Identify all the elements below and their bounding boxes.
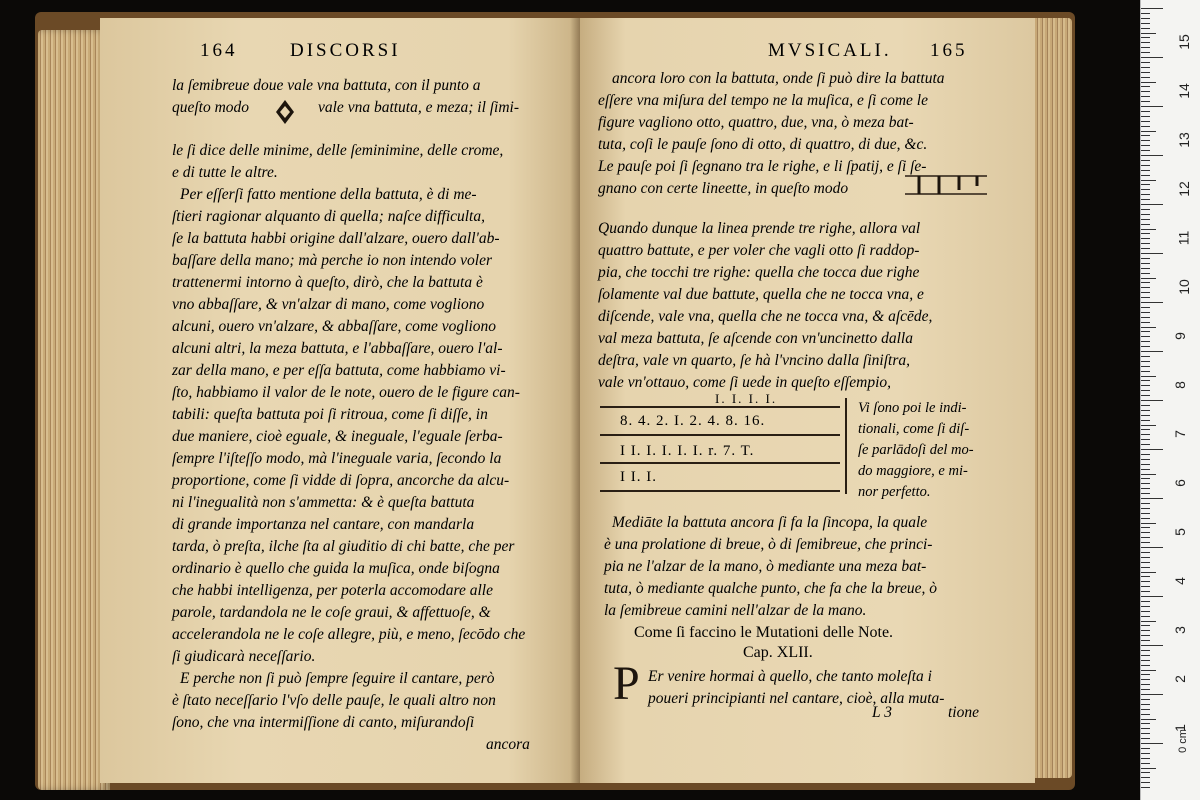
ruler-tick [1141, 523, 1156, 524]
ruler-tick [1141, 699, 1150, 700]
left-line-8: ſe la battuta habbi origine dall'alzare, ouero dall'ab- [172, 230, 500, 247]
ruler-tick [1141, 532, 1150, 533]
ruler-tick [1141, 111, 1150, 112]
ruler-tick [1141, 121, 1150, 122]
ruler-tick [1141, 709, 1150, 710]
left-line-18: ſempre l'iſteſſo modo, mà l'ineguale varia, ſecondo la [172, 450, 502, 467]
ruler-tick [1141, 444, 1150, 445]
ruler-tick [1141, 562, 1150, 563]
ruler-tick [1141, 469, 1150, 470]
ruler-tick [1141, 322, 1150, 323]
ruler-tick [1141, 86, 1150, 87]
ruler-tick [1141, 777, 1150, 778]
ruler-tick [1141, 23, 1150, 24]
ruler-tick [1141, 630, 1150, 631]
ruler-tick [1141, 513, 1150, 514]
ruler-tick [1141, 689, 1150, 690]
left-line-5: e di tutte le altre. [172, 164, 278, 181]
ruler-num-10: 10 [1175, 279, 1192, 295]
chapter-line-1: Er venire hormai à quello, che tanto moleſta i [648, 668, 932, 685]
ruler-num-4: 4 [1171, 577, 1188, 585]
ruler-tick [1141, 758, 1150, 759]
ruler-num-14: 14 [1175, 83, 1192, 99]
rest-signs-illustration [905, 172, 987, 198]
ruler-tick [1141, 42, 1150, 43]
ruler-tick [1141, 233, 1150, 234]
ruler-tick [1141, 572, 1156, 573]
ruler-num-2: 2 [1171, 675, 1188, 683]
ruler-tick [1141, 165, 1150, 166]
ruler-tick [1141, 586, 1150, 587]
ruler-tick [1141, 674, 1150, 675]
ruler-num-12: 12 [1175, 181, 1192, 197]
left-line-6: Per eſſerſi fatto mentione della battuta, è di me- [180, 186, 477, 203]
ruler-tick [1141, 567, 1150, 568]
ruler-num-6: 6 [1171, 479, 1188, 487]
ruler-tick [1141, 380, 1150, 381]
ruler-tick [1141, 694, 1163, 695]
left-line-19: proportione, come ſi vidde di ſopra, ancorche da alcu- [172, 472, 510, 489]
ruler-tick [1141, 204, 1163, 205]
ruler-tick [1141, 547, 1163, 548]
ruler-tick [1141, 28, 1150, 29]
ruler-tick [1141, 704, 1150, 705]
right-line-5: Le pauſe poi ſi ſegnano tra le righe, e li ſpatij, e ſi ſe- [598, 158, 927, 175]
ruler-tick [1141, 429, 1150, 430]
ruler-tick [1141, 537, 1150, 538]
ruler-tick [1141, 361, 1150, 362]
right-page-number: 165 [930, 40, 968, 61]
right-line-4: tuta, coſi le pauſe ſono di otto, di quattro, di due, &c. [598, 136, 928, 153]
ruler-num-8: 8 [1171, 381, 1188, 389]
left-page-number: 164 [200, 40, 238, 61]
ruler-tick [1141, 331, 1150, 332]
ruler-tick [1141, 258, 1150, 259]
left-line-7: ſtieri ragionar alquanto di quella; naſce difficulta, [172, 208, 485, 225]
ruler-tick [1141, 601, 1150, 602]
ruler-tick [1141, 474, 1156, 475]
right-line-7: Quando dunque la linea prende tre righe, allora val [598, 220, 921, 237]
ruler-tick [1141, 719, 1156, 720]
side-note-3: ſe parlādoſi del mo- [858, 442, 974, 458]
side-note-5: nor perfetto. [858, 484, 931, 500]
ruler-tick [1141, 150, 1150, 151]
ruler-tick [1141, 606, 1150, 607]
ruler-tick [1141, 140, 1150, 141]
ruler-tick [1141, 366, 1150, 367]
ruler-tick [1141, 307, 1150, 308]
semibreve-dotted-note-icon [274, 98, 296, 126]
ruler-tick [1141, 263, 1150, 264]
side-note-1: Vi ſono poi le indi- [858, 400, 967, 416]
ruler-unit-label: 0 cm [1176, 729, 1189, 753]
ruler-tick [1141, 131, 1156, 132]
right-line-1: ancora loro con la battuta, onde ſi può dire la battuta [612, 70, 945, 87]
side-note-4: do maggiore, e mi- [858, 463, 968, 479]
ruler-tick [1141, 82, 1156, 83]
ruler-tick [1141, 145, 1150, 146]
left-line-1: la ſemibreue doue vale vna battuta, con il punto a [172, 77, 481, 94]
ruler-tick [1141, 253, 1163, 254]
ruler-tick [1141, 268, 1150, 269]
ruler-tick [1141, 214, 1150, 215]
left-line-28: E perche non ſi può ſempre ſeguire il cantare, però [180, 670, 495, 687]
right-line-11: diſcende, vale vna, quella che ne tocca vna, & aſcēde, [598, 308, 933, 325]
ruler-tick [1141, 640, 1150, 641]
ruler-tick [1141, 8, 1163, 9]
example-top-marks: I. I. I. I. [715, 391, 778, 406]
ruler-tick [1141, 738, 1150, 739]
ruler-tick [1141, 199, 1150, 200]
example-rule-4 [600, 490, 840, 492]
ruler-tick [1141, 194, 1150, 195]
example-rule-2 [600, 434, 840, 436]
ruler-tick [1141, 67, 1150, 68]
ruler-tick [1141, 376, 1156, 377]
ruler-tick [1141, 47, 1150, 48]
ruler-tick [1141, 336, 1150, 337]
ruler-tick [1141, 493, 1150, 494]
ruler-num-11: 11 [1175, 230, 1192, 246]
ruler-tick [1141, 425, 1156, 426]
right-line-13: deſtra, vale vn quarto, ſe hà l'vncino dalla ſiniſtra, [598, 352, 910, 369]
ruler-tick [1141, 91, 1150, 92]
ruler-tick [1141, 621, 1156, 622]
ruler-tick [1141, 415, 1150, 416]
example-rule-1 [600, 406, 840, 408]
ruler-tick [1141, 126, 1150, 127]
ruler-tick [1141, 684, 1150, 685]
ruler-tick [1141, 278, 1156, 279]
left-line-3: vale vna battuta, e meza; il ſimi- [318, 99, 520, 116]
left-line-21: di grande importanza nel cantare, con mandarla [172, 516, 475, 533]
ruler-tick [1141, 576, 1150, 577]
ruler-tick [1141, 518, 1150, 519]
left-line-2: queſto modo [172, 99, 250, 116]
ruler-tick [1141, 616, 1150, 617]
right-running-head: MVSICALI. [768, 40, 892, 61]
ruler-tick [1141, 410, 1150, 411]
ruler-tick [1141, 116, 1150, 117]
ruler-tick [1141, 52, 1150, 53]
ruler-tick [1141, 292, 1150, 293]
ruler-tick [1141, 596, 1163, 597]
drop-cap: P [613, 657, 640, 710]
example-rule-3 [600, 462, 840, 464]
left-line-9: baſſare della mano; mà perche io non intendo voler [172, 252, 492, 269]
ruler-tick [1141, 488, 1150, 489]
ruler-num-13: 13 [1175, 132, 1192, 148]
ruler-tick [1141, 224, 1150, 225]
right-line-3: figure vagliono otto, quattro, due, vna, ò meza bat- [598, 114, 914, 131]
ruler-tick [1141, 33, 1156, 34]
ruler-num-3: 3 [1171, 626, 1188, 634]
left-line-14: zar della mano, e per eſſa battuta, come habbiamo vi- [172, 362, 506, 379]
ruler-tick [1141, 302, 1163, 303]
ruler-tick [1141, 650, 1150, 651]
ruler-tick [1141, 552, 1150, 553]
ruler-tick [1141, 625, 1150, 626]
ruler-tick [1141, 229, 1156, 230]
left-catchword: ancora [486, 736, 530, 753]
left-line-16: tabili: queſta battuta poi ſi ritroua, come ſi diſſe, in [172, 406, 488, 423]
ruler-tick [1141, 106, 1163, 107]
ruler-tick [1141, 503, 1150, 504]
ruler-tick [1141, 763, 1150, 764]
ruler-tick [1141, 96, 1150, 97]
ruler-tick [1141, 77, 1150, 78]
ruler-tick [1141, 665, 1150, 666]
ruler-tick [1141, 238, 1150, 239]
ruler-tick [1141, 748, 1150, 749]
ruler-tick [1141, 160, 1150, 161]
ruler-tick [1141, 542, 1150, 543]
ruler-tick [1141, 645, 1163, 646]
right-line-9: pia, che tocchi tre righe: quella che tocca due righe [598, 264, 920, 281]
right-p2-line-2: è una prolatione di breue, ò di ſemibreue, che princi- [604, 536, 933, 553]
ruler-tick [1141, 670, 1156, 671]
ruler-num-5: 5 [1171, 528, 1188, 536]
measurement-ruler [1140, 0, 1200, 800]
ruler-tick [1141, 768, 1156, 769]
ruler-tick [1141, 273, 1150, 274]
ruler-tick [1141, 581, 1150, 582]
ruler-tick [1141, 557, 1150, 558]
ruler-tick [1141, 72, 1150, 73]
left-line-29: è ſtato neceſſario l'vſo delle pauſe, le quali altro non [172, 692, 496, 709]
ruler-tick [1141, 714, 1150, 715]
ruler-tick [1141, 723, 1150, 724]
example-bottom: I I. I. [620, 469, 657, 485]
ruler-tick [1141, 371, 1150, 372]
left-line-27: ſi giudicarà neceſſario. [172, 648, 316, 665]
left-line-26: accelerandola ne le coſe allegre, più, e meno, ſecōdo che [172, 626, 526, 643]
side-note-2: tionali, come ſi diſ- [858, 421, 970, 437]
ruler-tick [1141, 508, 1150, 509]
chapter-number: Cap. XLII. [743, 644, 813, 661]
ruler-tick [1141, 317, 1150, 318]
signature-mark: L 3 [872, 704, 892, 721]
ruler-tick [1141, 346, 1150, 347]
ruler-tick [1141, 405, 1150, 406]
ruler-tick [1141, 101, 1150, 102]
ruler-tick [1141, 297, 1150, 298]
ruler-tick [1141, 464, 1150, 465]
ruler-tick [1141, 13, 1150, 14]
right-line-6: gnano con certe lineette, in queſto modo [598, 180, 849, 197]
ruler-tick [1141, 728, 1150, 729]
ruler-tick [1141, 57, 1163, 58]
ruler-tick [1141, 180, 1156, 181]
ruler-tick [1141, 449, 1163, 450]
ruler-num-15: 15 [1175, 34, 1192, 50]
ruler-tick [1141, 18, 1150, 19]
ruler-tick [1141, 439, 1150, 440]
right-p2-line-5: la ſemibreue camini nell'alzar de la mano. [604, 602, 867, 619]
ruler-tick [1141, 434, 1150, 435]
left-line-22: tarda, ò preſta, ilche ſta al giuditio di chi batte, che per [172, 538, 515, 555]
left-line-11: vno abbaſſare, & vn'alzar di mano, come vogliono [172, 296, 485, 313]
ruler-tick [1141, 420, 1150, 421]
example-divider [845, 398, 847, 494]
ruler-tick [1141, 459, 1150, 460]
ruler-tick [1141, 679, 1150, 680]
right-catchword: tione [948, 704, 979, 721]
left-line-15: ſto, habbiamo il valor de le note, ouero de le figure can- [172, 384, 520, 401]
ruler-tick [1141, 478, 1150, 479]
left-line-17: due maniere, cioè eguale, & ineguale, l'eguale ſerba- [172, 428, 503, 445]
ruler-tick [1141, 184, 1150, 185]
right-p2-line-1: Mediāte la battuta ancora ſi fa la ſincopa, la quale [612, 514, 928, 531]
ruler-tick [1141, 454, 1150, 455]
ruler-tick [1141, 611, 1150, 612]
left-line-4: le ſi dice delle minime, delle ſeminimine, delle crome, [172, 142, 504, 159]
ruler-tick [1141, 743, 1163, 744]
right-line-12: val meza battuta, ſe aſcende con vn'uncinetto dalla [598, 330, 913, 347]
ruler-tick [1141, 62, 1150, 63]
ruler-num-7: 7 [1171, 430, 1188, 438]
ruler-tick [1141, 498, 1163, 499]
chapter-title: Come ſi faccino le Mutationi delle Note. [634, 624, 894, 641]
ruler-tick [1141, 243, 1150, 244]
ruler-tick [1141, 327, 1156, 328]
left-line-20: ni l'inegualità non s'ammetta: & è queſta battuta [172, 494, 475, 511]
ruler-tick [1141, 219, 1150, 220]
left-line-10: trattenermi intorno à queſto, dirò, che la battuta è [172, 274, 483, 291]
ruler-tick [1141, 782, 1150, 783]
ruler-tick [1141, 170, 1150, 171]
right-line-14: vale vn'ottauo, come ſi uede in queſto eſſempio, [598, 374, 891, 391]
right-p2-line-3: pia ne l'alzar de la mano, ò mediante una meza bat- [604, 558, 927, 575]
left-line-13: alcuni altri, la meza battuta, e l'abbaſſare, ouero l'al- [172, 340, 503, 357]
right-page-edges [1030, 18, 1072, 778]
right-line-2: eſſere vna miſura del tempo ne la muſica, e ſi come le [598, 92, 928, 109]
ruler-tick [1141, 753, 1150, 754]
ruler-tick [1141, 772, 1150, 773]
ruler-tick [1141, 175, 1150, 176]
ruler-tick [1141, 390, 1150, 391]
ruler-tick [1141, 733, 1150, 734]
ruler-tick [1141, 135, 1150, 136]
chapter-line-2: poueri principianti nel cantare, cioè, alla muta- [648, 690, 945, 707]
ruler-tick [1141, 635, 1150, 636]
ruler-num-9: 9 [1171, 332, 1188, 340]
right-line-10: ſolamente val due battute, quella che ne tocca vna, e [598, 286, 924, 303]
example-marks: I I. I. I. I. I. r. 7. T. [620, 443, 755, 459]
left-line-30: ſono, che vna intermiſſione di canto, miſurandoſi [172, 714, 475, 731]
ruler-tick [1141, 356, 1150, 357]
ruler-tick [1141, 787, 1150, 788]
ruler-tick [1141, 248, 1150, 249]
left-line-24: che habbi intelligenza, per poterla accomodare alle [172, 582, 493, 599]
left-line-25: parole, tardandola ne le coſe graui, & affettuoſe, & [172, 604, 491, 621]
ruler-tick [1141, 483, 1150, 484]
ruler-tick [1141, 591, 1150, 592]
ruler-tick [1141, 282, 1150, 283]
ruler-num-1: 1 [1171, 724, 1188, 732]
ruler-tick [1141, 155, 1163, 156]
ruler-tick [1141, 341, 1150, 342]
ruler-tick [1141, 400, 1163, 401]
example-numbers: 8. 4. 2. I. 2. 4. 8. 16. [620, 413, 766, 429]
ruler-tick [1141, 209, 1150, 210]
left-running-head: DISCORSI [290, 40, 401, 61]
right-line-8: quattro battute, e per voler che vagli otto ſi raddop- [598, 242, 920, 259]
ruler-tick [1141, 395, 1150, 396]
right-p2-line-4: tuta, ò mediante qualche punto, che fa che la breue, ò [604, 580, 938, 597]
ruler-tick [1141, 287, 1150, 288]
ruler-tick [1141, 527, 1150, 528]
left-line-23: ordinario è quello che guida la muſica, onde biſogna [172, 560, 500, 577]
ruler-tick [1141, 660, 1150, 661]
ruler-tick [1141, 655, 1150, 656]
ruler-tick [1141, 351, 1163, 352]
left-line-12: alcuni, ouero vn'alzare, & abbaſſare, come vogliono [172, 318, 497, 335]
ruler-tick [1141, 312, 1150, 313]
ruler-tick [1141, 385, 1150, 386]
ruler-tick [1141, 37, 1150, 38]
ruler-tick [1141, 189, 1150, 190]
